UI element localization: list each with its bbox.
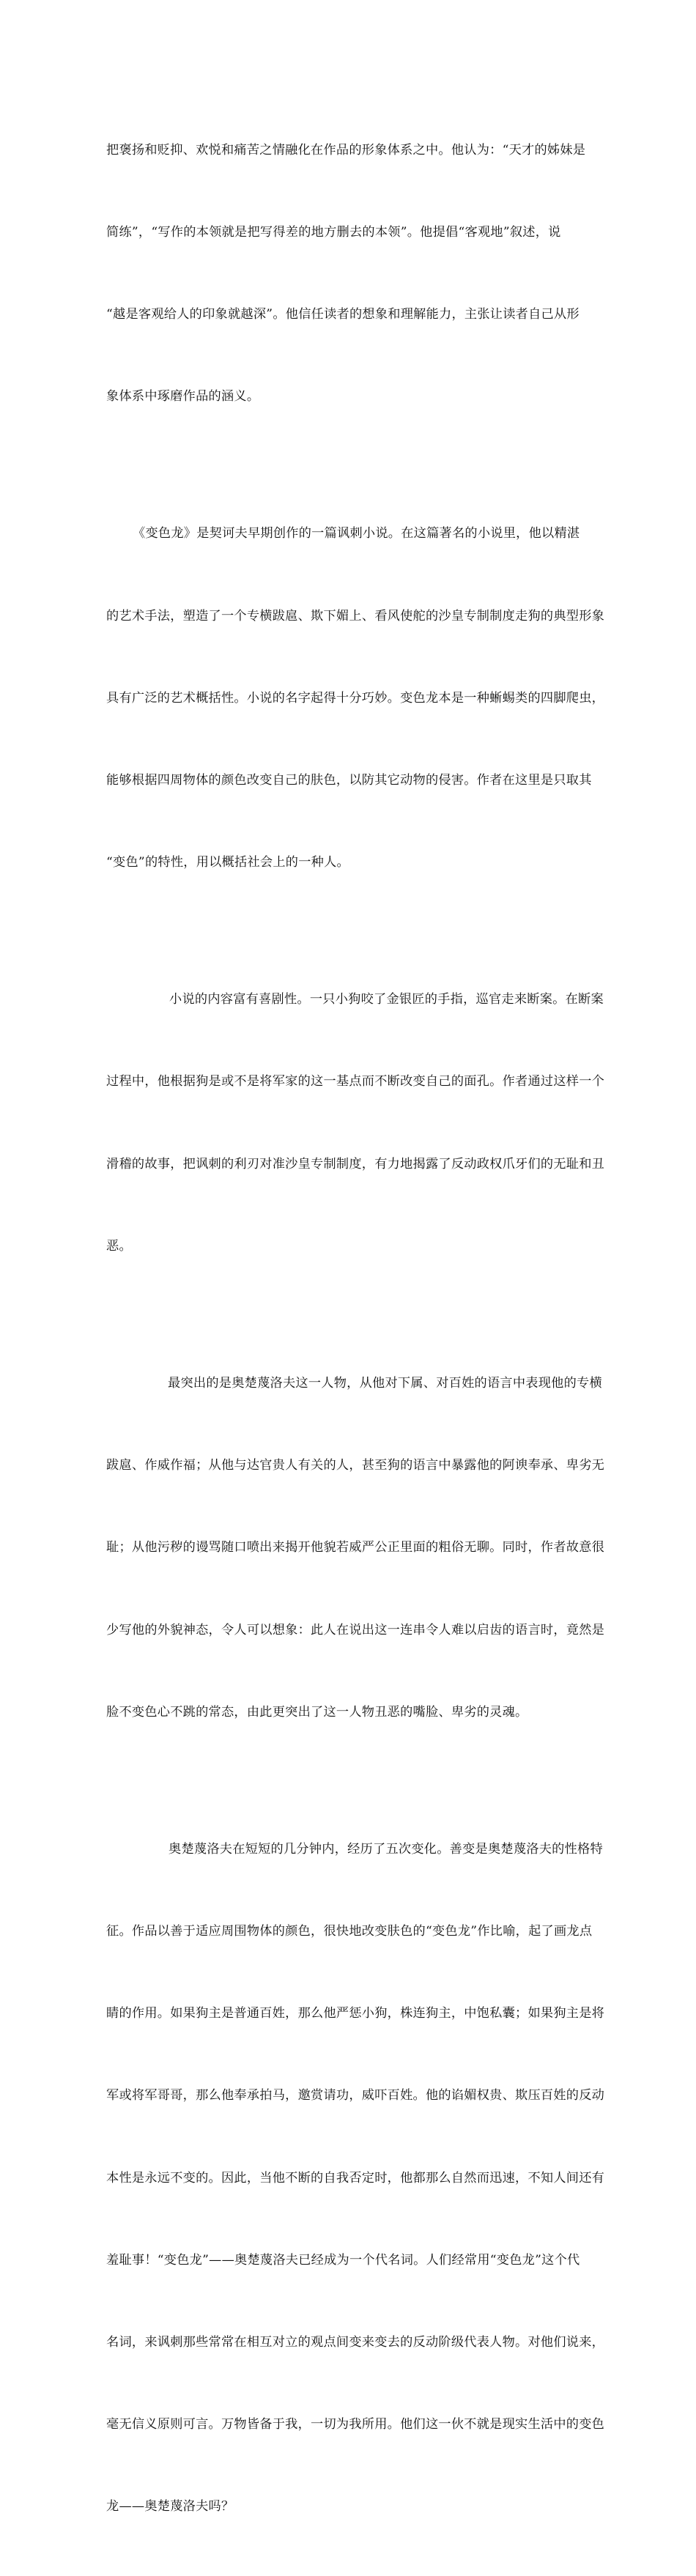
document-body — [106, 82, 605, 2576]
text-line: 龙——奥楚蔑洛夫吗？ — [106, 2499, 234, 2514]
text-line: 睛的作用。如果狗主是普通百姓，那么他严惩小狗，株连狗主，中饱私囊；如果狗主是将 — [106, 2006, 605, 2021]
text-line: 的艺术手法，塑造了一个专横跋扈、欺下媚上、看风使舵的沙皇专制制度走狗的典型形象 — [106, 608, 605, 623]
text-line: 过程中，他根据狗是或不是将军家的这一基点而不断改变自己的面孔。作者通过这样一个 — [106, 1074, 605, 1089]
text-line: 脸不变色心不跳的常态，由此更突出了这一人物丑恶的嘴脸、卑劣的灵魂。 — [106, 1704, 528, 1720]
text-line: 军或将军哥哥，那么他奉承拍马，邀赏请功，威吓百姓。他的谄媚权贵、欺压百姓的反动 — [106, 2088, 605, 2103]
paragraph-five-changes — [106, 1781, 605, 2576]
text-line: 本性是永远不变的。因此，当他不断的自我否定时，他都那么自然而迅速，不知人间还有 — [106, 2170, 605, 2185]
text-line: 少写他的外貌神态，令人可以想象：此人在说出这一连串令人难以启齿的语言时，竟然是 — [106, 1622, 605, 1637]
text-line: 《变色龙》是契诃夫早期创作的一篇讽刺小说。在这篇著名的小说里，他以精湛 — [133, 526, 580, 541]
text-line: 小说的内容富有喜剧性。一只小狗咬了金银匠的手指，巡官走来断案。在断案 — [169, 992, 604, 1007]
text-line: 名词，来讽刺那些常常在相互对立的观点间变来变去的反动阶级代表人物。对他们说来， — [106, 2334, 605, 2350]
text-line: 征。作品以善于适应周围物体的颜色，很快地改变肤色的“变色龙”作比喻，起了画龙点 — [106, 1923, 593, 1939]
text-line: 具有广泛的艺术概括性。小说的名字起得十分巧妙。变色龙本是一种蜥蜴类的四脚爬虫， — [106, 690, 605, 706]
text-line: 滑稽的故事，把讽刺的利刃对准沙皇专制制度，有力地揭露了反动政权爪牙们的无耻和丑 — [106, 1156, 605, 1172]
text-line: 最突出的是奥楚蔑洛夫这一人物，从他对下属、对百姓的语言中表现他的专横 — [168, 1375, 602, 1391]
paragraph-chameleon-overview — [106, 466, 605, 932]
text-line: 耻；从他污秽的谩骂随口喷出来揭开他貌若威严公正里面的粗俗无聊。同时，作者故意很 — [106, 1540, 605, 1555]
paragraph-intro-continuation — [106, 82, 594, 466]
text-line: 把褒扬和贬抑、欢悦和痛苦之情融化在作品的形象体系之中。他认为：“天才的姊妹是 — [106, 142, 586, 158]
text-line: 简练”，“写作的本领就是把写得差的地方删去的本领”。他提倡“客观地”叙述，说 — [106, 225, 561, 240]
text-line: “越是客观给人的印象就越深”。他信任读者的想象和理解能力，主张让读者自己从形 — [106, 307, 580, 322]
text-line: “变色”的特性，用以概括社会上的一种人。 — [106, 855, 349, 870]
text-line: 毫无信义原则可言。万物皆备于我，一切为我所用。他们这一伙不就是现实生活中的变色 — [106, 2417, 605, 2432]
text-line: 恶。 — [106, 1238, 132, 1254]
paragraph-comedic-content — [106, 931, 605, 1315]
text-line: 羞耻事！“变色龙”——奥楚蔑洛夫已经成为一个代名词。人们经常用“变色龙”这个代 — [106, 2252, 580, 2268]
text-line: 奥楚蔑洛夫在短短的几分钟内，经历了五次变化。善变是奥楚蔑洛夫的性格特 — [169, 1841, 603, 1857]
paragraph-character-portrayal — [106, 1315, 605, 1781]
text-line: 跋扈、作威作福；从他与达官贵人有关的人，甚至狗的语言中暴露他的阿谀奉承、卑劣无 — [106, 1458, 605, 1473]
text-line: 能够根据四周物体的颜色改变自己的肤色，以防其它动物的侵害。作者在这里是只取其 — [106, 773, 592, 788]
text-line: 象体系中琢磨作品的涵义。 — [106, 389, 260, 404]
